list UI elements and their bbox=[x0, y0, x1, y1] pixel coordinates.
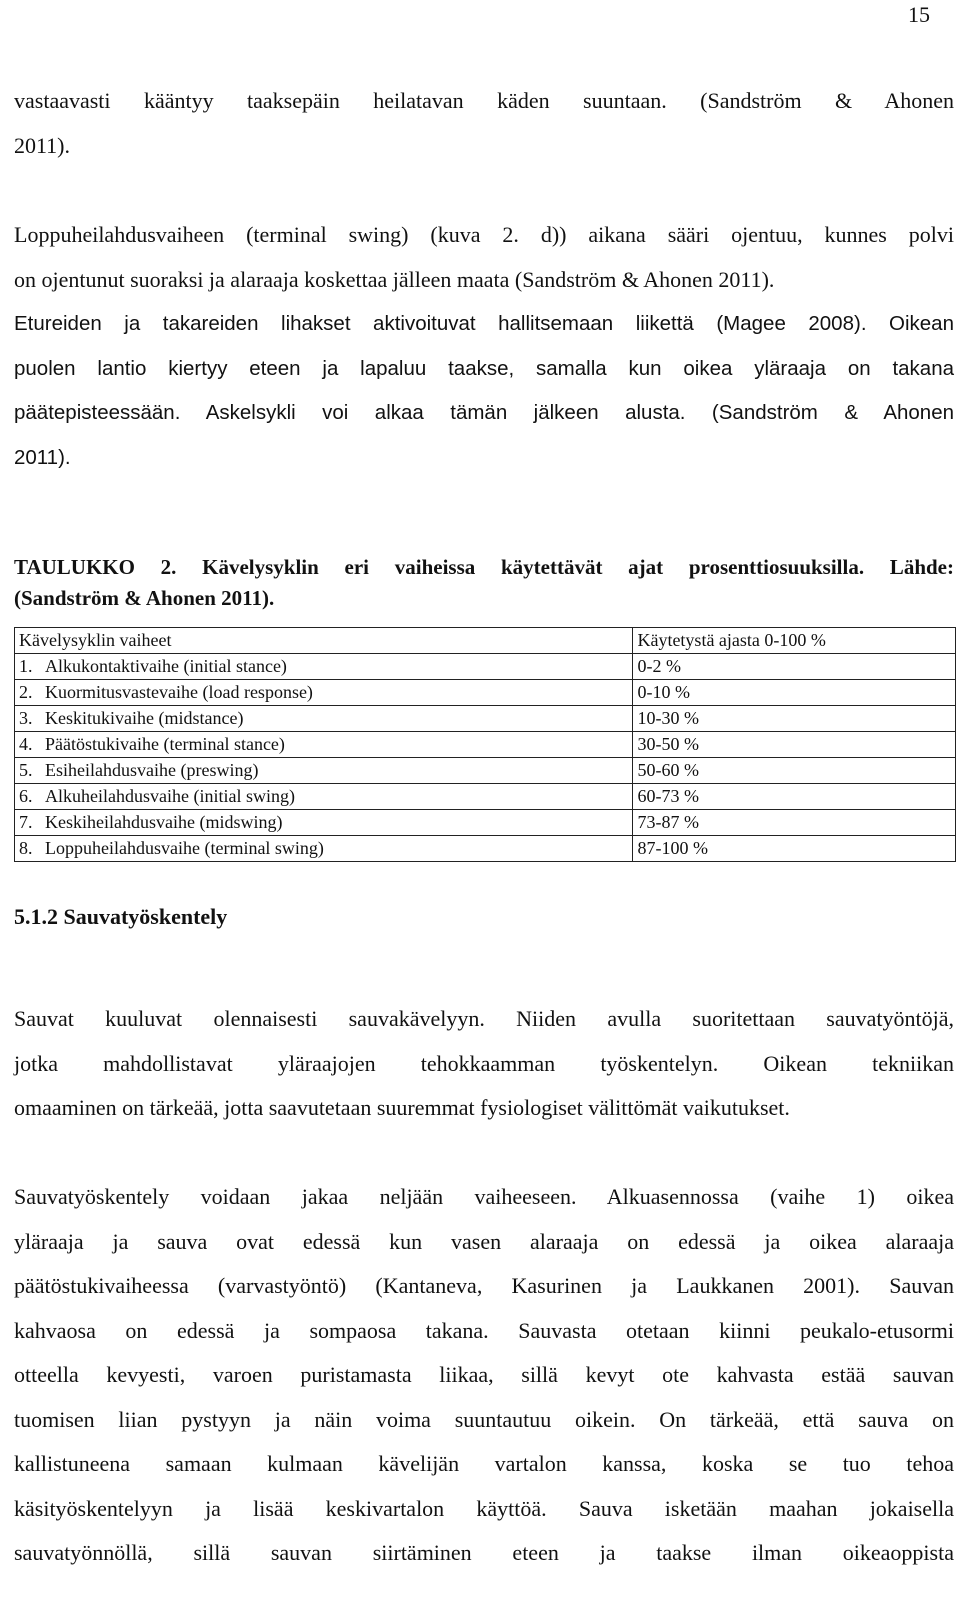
time-cell: 87-100 % bbox=[633, 836, 956, 862]
text-line: jotka mahdollistavat yläraajojen tehokkaamman työskentelyn. Oikean tekniikan bbox=[14, 1050, 954, 1076]
phase-name: Loppuheilahdusvaihe (terminal swing) bbox=[45, 838, 324, 858]
phase-cell bbox=[15, 810, 633, 836]
time-cell: 0-2 % bbox=[633, 654, 956, 680]
table-row bbox=[15, 680, 956, 706]
header-cell: Kävelysyklin vaiheet bbox=[15, 628, 633, 654]
page-number: 15 bbox=[908, 2, 930, 27]
text-line: tuomisen liian pystyyn ja näin voima suuntautuu oikein. On tärkeää, että sauva on bbox=[14, 1406, 954, 1432]
table-row bbox=[15, 810, 956, 836]
phase-name: Keskitukivaihe (midstance) bbox=[45, 708, 244, 728]
table-row bbox=[15, 784, 956, 810]
text-line: käsityöskentelyyn ja lisää keskivartalon käyttöä. Sauva isketään maahan jokaisella bbox=[14, 1495, 954, 1521]
table-row bbox=[15, 758, 956, 784]
phase-name: Kuormitusvastevaihe (load response) bbox=[45, 682, 313, 702]
text-line: puolen lantio kiertyy eteen ja lapaluu taakse, samalla kun oikea yläraaja on takana bbox=[14, 356, 954, 380]
text-line: Sauvatyöskentely voidaan jakaa neljään vaiheeseen. Alkuasennossa (vaihe 1) oikea bbox=[14, 1184, 954, 1209]
phase-cell bbox=[15, 680, 633, 706]
paragraph-arm-swing bbox=[14, 79, 954, 168]
table-row bbox=[15, 836, 956, 862]
table-row bbox=[15, 732, 956, 758]
row-number: 1. bbox=[19, 656, 33, 676]
caption-line: (Sandström & Ahonen 2011). bbox=[14, 586, 275, 610]
text-line: Loppuheilahdusvaiheen (terminal swing) (kuva 2. d)) aikana sääri ojentuu, kunnes polvi bbox=[14, 222, 954, 247]
paragraph-pole-phases bbox=[14, 1175, 954, 1576]
header-cell: Käytetystä ajasta 0-100 % bbox=[633, 628, 956, 654]
row-number: 6. bbox=[19, 786, 33, 806]
text-line: yläraaja ja sauva ovat edessä kun vasen alaraaja on edessä ja oikea alaraaja bbox=[14, 1228, 954, 1254]
phase-name: Esiheilahdusvaihe (preswing) bbox=[45, 760, 259, 780]
row-number: 2. bbox=[19, 682, 33, 702]
table-row bbox=[15, 706, 956, 732]
text-line: kahvaosa on edessä ja sompaosa takana. Sauvasta otetaan kiinni peukalo-etusormi bbox=[14, 1317, 954, 1343]
time-cell: 73-87 % bbox=[633, 810, 956, 836]
row-number: 7. bbox=[19, 812, 33, 832]
time-cell: 10-30 % bbox=[633, 706, 956, 732]
table-header-row bbox=[15, 628, 956, 654]
text-line: vastaavasti kääntyy taaksepäin heilatavan käden suuntaan. (Sandström & Ahonen bbox=[14, 88, 954, 113]
table-row bbox=[15, 654, 956, 680]
row-number: 3. bbox=[19, 708, 33, 728]
gait-phase-table bbox=[14, 627, 956, 862]
section-heading: 5.1.2 Sauvatyöskentely bbox=[14, 904, 228, 929]
text-line: sauvatyönnöllä, sillä sauvan siirtäminen eteen ja taakse ilman oikeaoppista bbox=[14, 1540, 954, 1565]
text-line: päätöstukivaiheessa (varvastyöntö) (Kantaneva, Kasurinen ja Laukkanen 2001). Sauvan bbox=[14, 1273, 954, 1298]
phase-cell bbox=[15, 836, 633, 862]
time-cell: 30-50 % bbox=[633, 732, 956, 758]
phase-name: Keskiheilahdusvaihe (midswing) bbox=[45, 812, 283, 832]
time-cell: 0-10 % bbox=[633, 680, 956, 706]
row-number: 5. bbox=[19, 760, 33, 780]
text-line: on ojentunut suoraksi ja alaraaja koskettaa jälleen maata (Sandström & Ahonen 2011). bbox=[14, 266, 775, 292]
text-line: kallistuneena samaan kulmaan kävelijän vartalon kanssa, koska se tuo tehoa bbox=[14, 1451, 954, 1476]
phase-cell bbox=[15, 784, 633, 810]
phase-name: Alkukontaktivaihe (initial stance) bbox=[45, 656, 287, 676]
row-number: 8. bbox=[19, 838, 33, 858]
row-number: 4. bbox=[19, 734, 33, 754]
table-caption bbox=[14, 552, 954, 614]
time-cell: 50-60 % bbox=[633, 758, 956, 784]
text-line: 2011). bbox=[14, 445, 71, 469]
phase-cell bbox=[15, 706, 633, 732]
paragraph-terminal-swing bbox=[14, 213, 954, 480]
text-line: otteella kevyesti, varoen puristamasta liikaa, sillä kevyt ote kahvasta estää sauvan bbox=[14, 1362, 954, 1387]
phase-name: Päätöstukivaihe (terminal stance) bbox=[45, 734, 285, 754]
caption-line: TAULUKKO 2. Kävelysyklin eri vaiheissa käytettävät ajat prosenttiosuuksilla. Lähde: bbox=[14, 555, 954, 579]
phase-cell bbox=[15, 654, 633, 680]
time-cell: 60-73 % bbox=[633, 784, 956, 810]
phase-cell bbox=[15, 758, 633, 784]
text-line: omaaminen on tärkeää, jotta saavutetaan suuremmat fysiologiset välittömät vaikutukset. bbox=[14, 1095, 790, 1120]
text-line: 2011). bbox=[14, 132, 71, 158]
text-line: Sauvat kuuluvat olennaisesti sauvakävelyyn. Niiden avulla suoritettaan sauvatyöntöjä, bbox=[14, 1006, 954, 1031]
paragraph-poles-intro bbox=[14, 997, 954, 1131]
text-line: päätepisteessään. Askelsykli voi alkaa tämän jälkeen alusta. (Sandström & Ahonen bbox=[14, 401, 954, 424]
phase-name: Alkuheilahdusvaihe (initial swing) bbox=[45, 786, 295, 806]
phase-cell bbox=[15, 732, 633, 758]
text-line: Etureiden ja takareiden lihakset aktivoituvat hallitsemaan liikettä (Magee 2008). Oikean bbox=[14, 312, 954, 335]
